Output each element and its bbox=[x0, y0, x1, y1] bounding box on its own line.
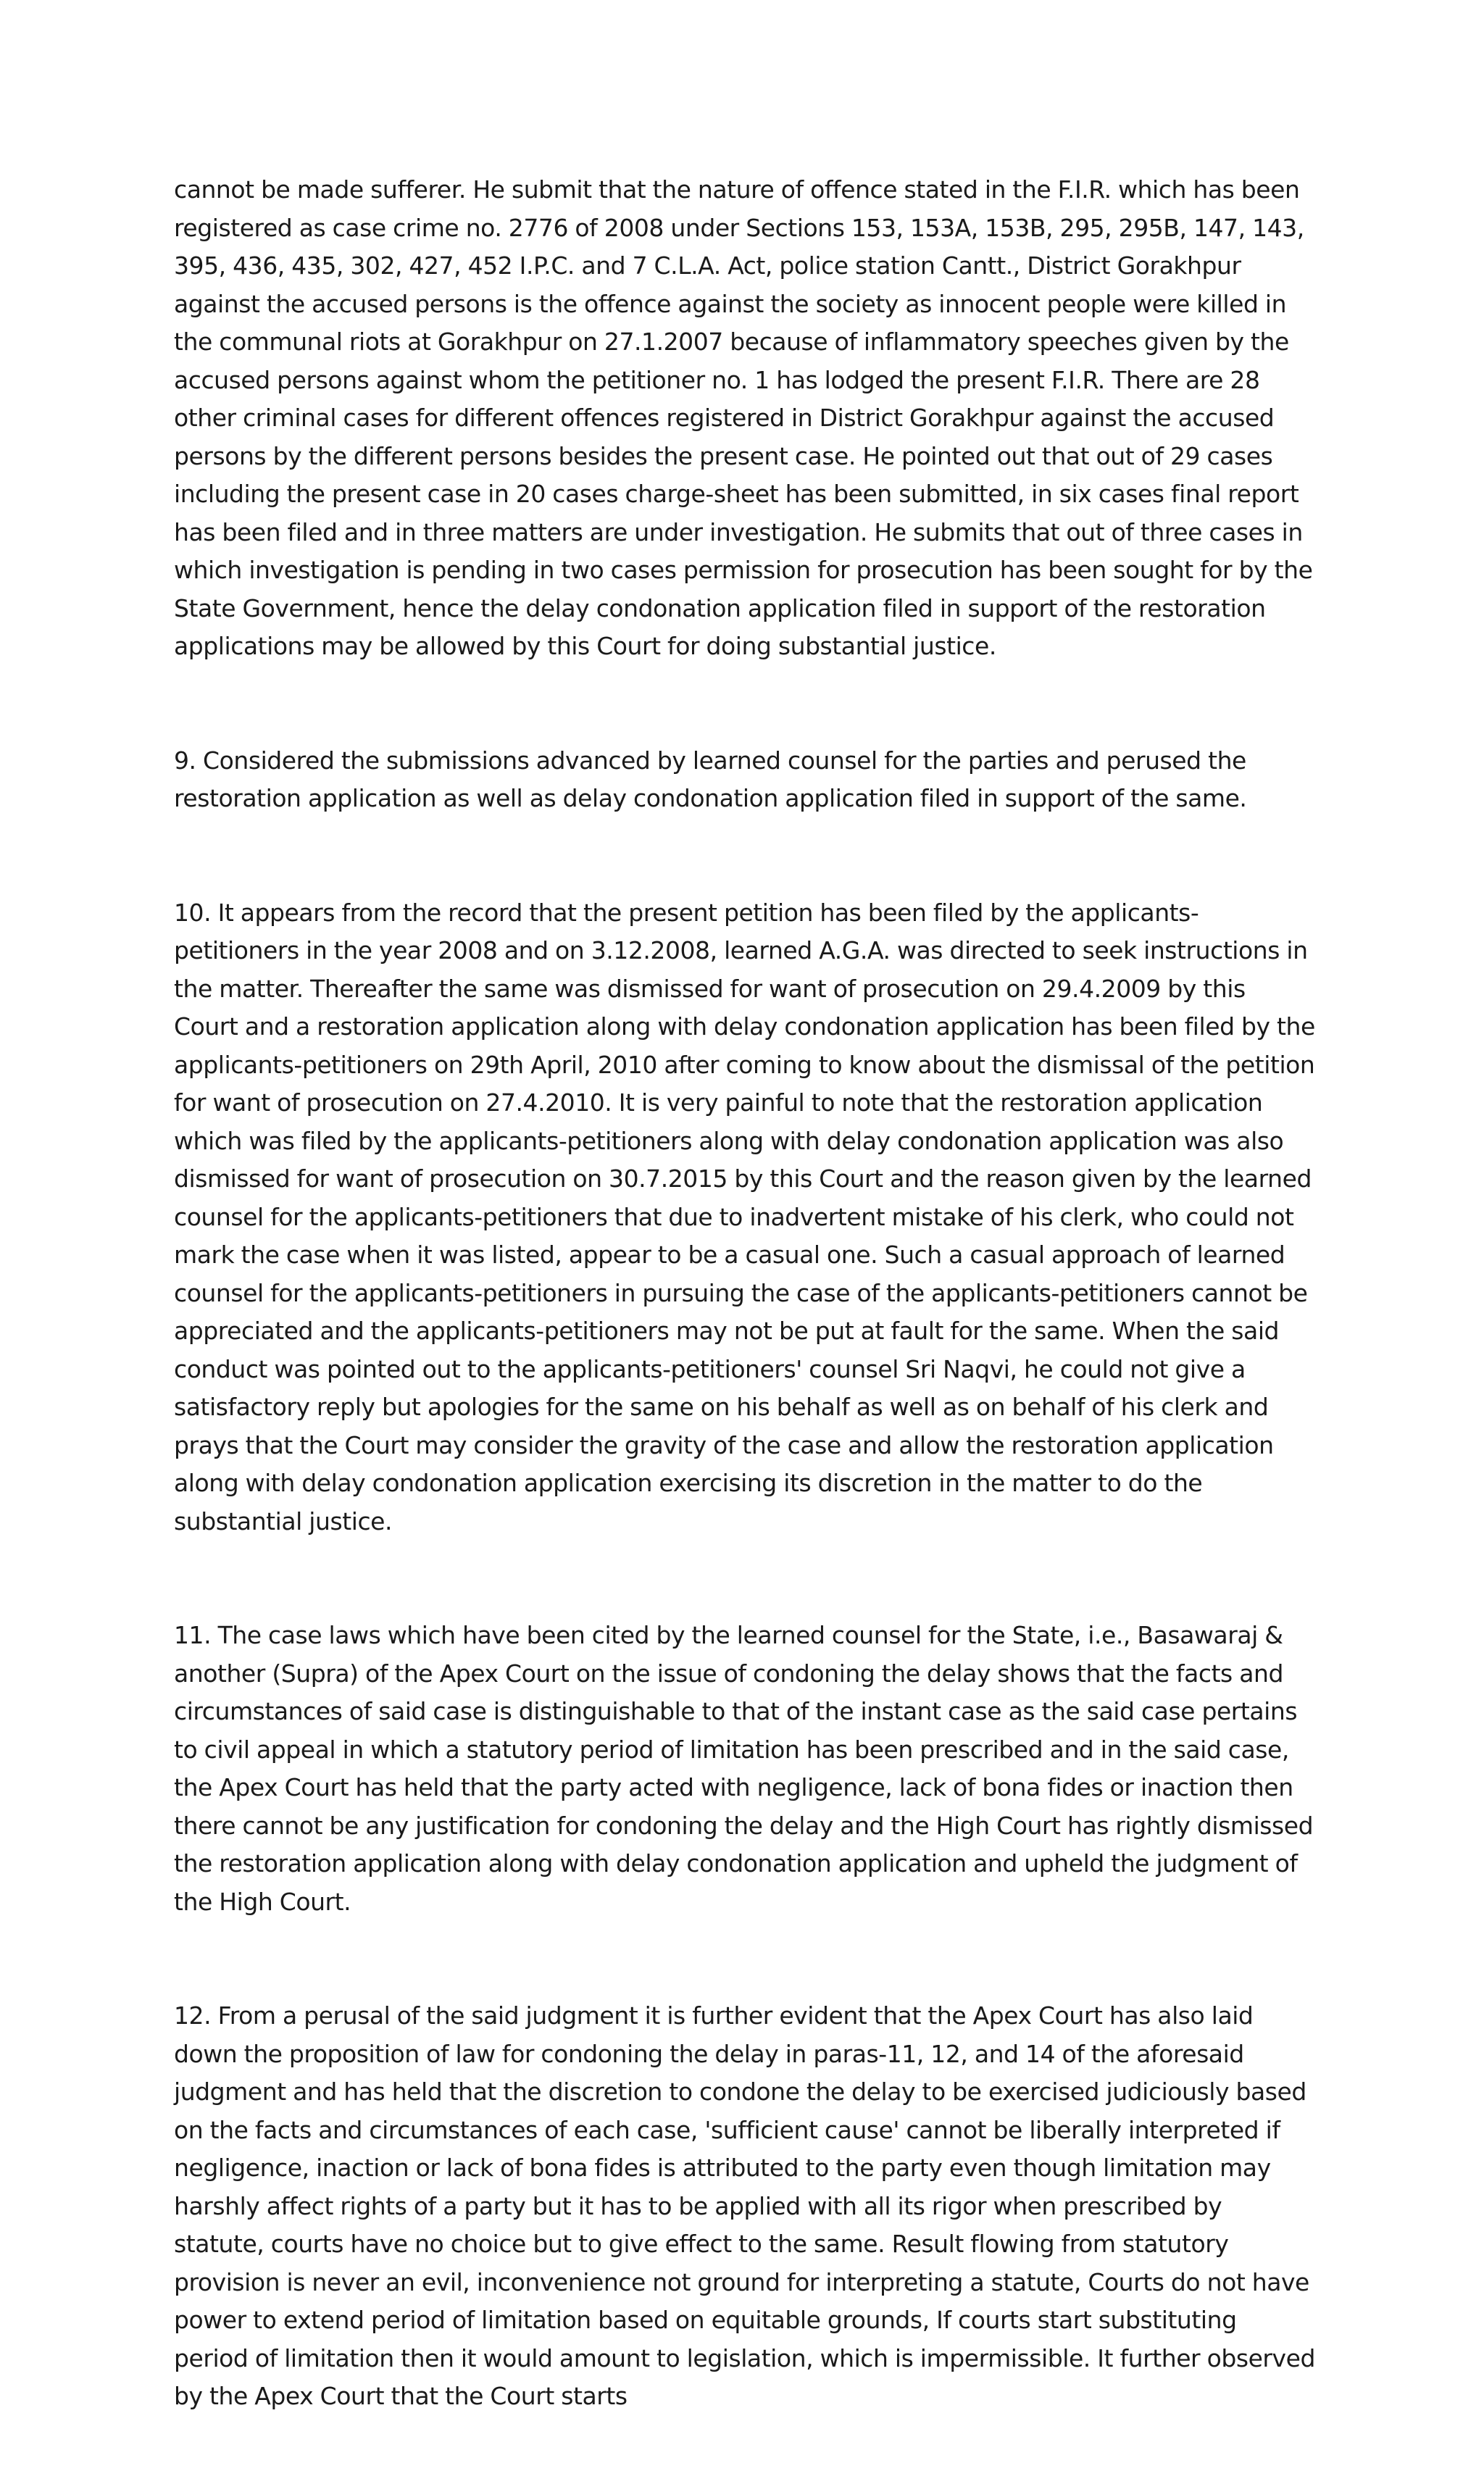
document-body bbox=[174, 171, 1315, 2492]
paragraph-12: 12. From a perusal of the said judgment it is further evident that the Apex Court has also laid down the proposition of law for condoning the delay in paras-11, 12, and 14 of the aforesaid judgment and has held that the discretion to condone the delay to be exercised judiciously based on the facts and circumstances of each case, 'sufficient cause' cannot be liberally interpreted if negligence, inaction or lack of bona fides is attributed to the party even though limitation may harshly affect rights of a party but it has to be applied with all its rigor when prescribed by statute, courts have no choice but to give effect to the same. Result flowing from statutory provision is never an evil, inconvenience not ground for interpreting a statute, Courts do not have power to extend period of limitation based on equitable grounds, If courts start substituting period of limitation then it would amount to legislation, which is impermissible. It further observed by the Apex Court that the Court starts bbox=[174, 2001, 1315, 2410]
paragraph-continuation: cannot be made sufferer. He submit that the nature of offence stated in the F.I.R. which has been registered as case crime no. 2776 of 2008 under Sections 153, 153A, 153B, 295, 295B, 147, 143, 395, 436, 435, 302, 427, 452 I.P.C. and 7 C.L.A. Act, police station Cantt., District Gorakhpur against the accused persons is the offence against the society as innocent people were killed in the communal riots at Gorakhpur on 27.1.2007 because of inflammatory speeches given by the accused persons against whom the petitioner no. 1 has lodged the present F.I.R. There are 28 other criminal cases for different offences registered in District Gorakhpur against the accused persons by the different persons besides the present case. He pointed out that out of 29 cases including the present case in 20 cases charge-sheet has been submitted, in six cases final report has been filed and in three matters are under investigation. He submits that out of three cases in which investigation is pending in two cases permission for prosecution has been sought for by the State Government, hence the delay condonation application filed in support of the restoration applications may be allowed by this Court for doing substantial justice. bbox=[174, 175, 1313, 660]
paragraph-10: 10. It appears from the record that the present petition has been filed by the applicants-petitioners in the year 2008 and on 3.12.2008, learned A.G.A. was directed to seek instructions in the matter. Thereafter the same was dismissed for want of prosecution on 29.4.2009 by this Court and a restoration application along with delay condonation application has been filed by the applicants-petitioners on 29th April, 2010 after coming to know about the dismissal of the petition for want of prosecution on 27.4.2010. It is very painful to note that the restoration application which was filed by the applicants-petitioners along with delay condonation application was also dismissed for want of prosecution on 30.7.2015 by this Court and the reason given by the learned counsel for the applicants-petitioners that due to inadvertent mistake of his clerk, who could not mark the case when it was listed, appear to be a casual one. Such a casual approach of learned counsel for the applicants-petitioners in pursuing the case of the applicants-petitioners cannot be appreciated and the applicants-petitioners may not be put at fault for the same. When the said conduct was pointed out to the applicants-petitioners' counsel Sri Naqvi, he could not give a satisfactory reply but apologies for the same on his behalf as well as on behalf of his clerk and prays that the Court may consider the gravity of the case and allow the restoration application along with delay condonation application exercising its discretion in the matter to do the substantial justice. bbox=[174, 898, 1315, 1535]
paragraph-9: 9. Considered the submissions advanced by learned counsel for the parties and perused the restoration application as well as delay condonation application filed in support of the same. bbox=[174, 746, 1247, 812]
paragraph-11: 11. The case laws which have been cited by the learned counsel for the State, i.e., Basawaraj & another (Supra) of the Apex Court on the issue of condoning the delay shows that the facts and circumstances of said case is distinguishable to that of the instant case as the said case pertains to civil appeal in which a statutory period of limitation has been prescribed and in the said case, the Apex Court has held that the party acted with negligence, lack of bona fides or inaction then there cannot be any justification for condoning the delay and the High Court has rightly dismissed the restoration application along with delay condonation application and upheld the judgment of the High Court. bbox=[174, 1621, 1314, 1916]
